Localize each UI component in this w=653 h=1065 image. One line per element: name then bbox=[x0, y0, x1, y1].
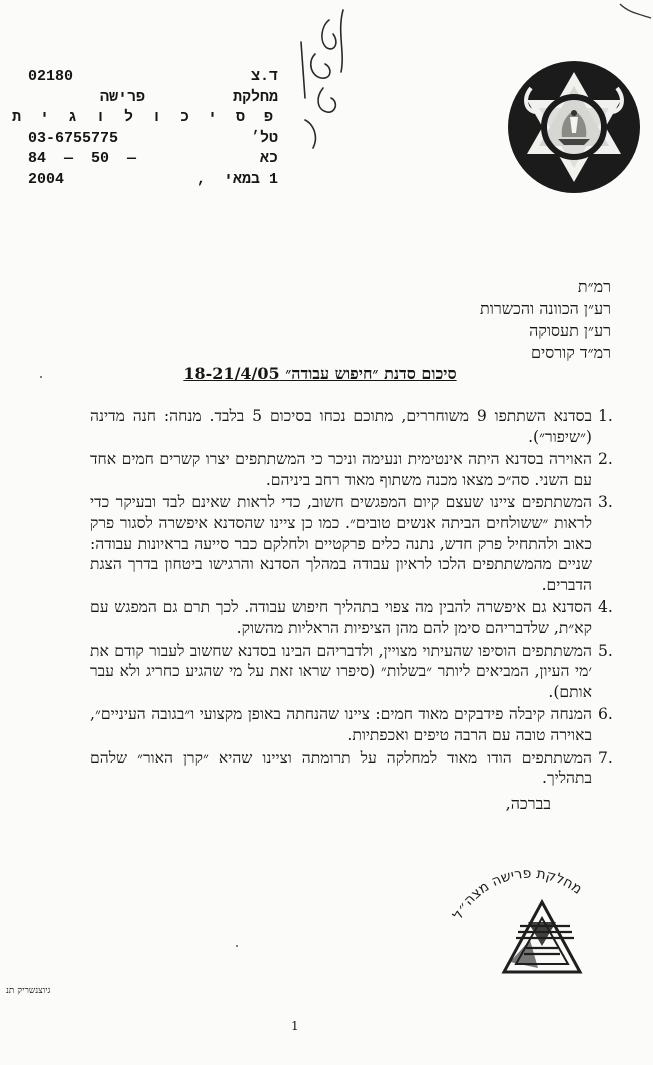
item-text: המשתתפים הוסיפו שהעיתוי מצויין, ולדבריהם הבינו בסדנא שחשוב לעבור קודם את ׳מי העיון, המביאים ליותר ״בשלות״ (סיפרו שראו זאת על מי שהגיע כחריג ולא עבר אותם). bbox=[90, 641, 592, 701]
addressee-2: רע״ן הכוונה והכשרות bbox=[479, 299, 611, 318]
item-text: האוירה בסדנא היתה אינטימית ונעימה וניכר כי המשתתפים יצרו קשרים חמים אחד עם השני. סה״כ מצאו מכנה משתוף מאוד רחב ביניהם. bbox=[90, 450, 592, 489]
item-number: 5. bbox=[598, 641, 613, 660]
phone-number: 03-6755775 bbox=[28, 129, 119, 147]
emblem-logo bbox=[505, 58, 643, 196]
po-box-label: ד.צ bbox=[250, 68, 278, 85]
letter-header bbox=[11, 68, 278, 191]
scan-speck bbox=[40, 376, 42, 378]
reference-number: 84 — 50 — bbox=[28, 150, 137, 167]
handwritten-signature bbox=[285, 2, 375, 152]
list-item bbox=[90, 597, 613, 638]
item-number: 7. bbox=[598, 748, 613, 767]
item-text: הסדנא גם איפשרה להבין מה צפוי בתהליך חיפוש עבודה. לכך תרם גם המפגש עם קא״ת, שלדבריהם סימן להם מהן הציפיות הראליות מהשוק. bbox=[90, 598, 592, 637]
psychology-label: פ ס י כ ו ל ו ג י ת bbox=[11, 109, 278, 126]
letter-body bbox=[90, 400, 613, 789]
stamp-text: מחלקת פרישה מצה״ל bbox=[449, 865, 585, 923]
item-number: 2. bbox=[598, 450, 613, 469]
addressee-3: רע״ן תעסוקה bbox=[529, 321, 611, 340]
letter-year: 2004 bbox=[28, 170, 65, 188]
list-item bbox=[90, 704, 613, 745]
list-item bbox=[90, 748, 613, 789]
addressee-1: רמ״ת bbox=[577, 277, 611, 296]
subject-line: סיכום סדנת ״חיפוש עבודה״ 18-21/4/05 bbox=[183, 364, 457, 383]
item-text: המשתתפים הודו מאוד למחלקה על תרומתה וציינו שהיא ״קרן האור״ שלהם בתהליך. bbox=[90, 748, 592, 788]
svg-text:מחלקת פרישה מצה״ל bbox=[450, 866, 585, 923]
phone-label: טל׳ bbox=[250, 129, 278, 147]
page-number: 1 bbox=[291, 1019, 299, 1033]
addressee-4: רמ״ד קורסים bbox=[531, 343, 611, 362]
department-label: מחלקת bbox=[232, 88, 278, 106]
corner-mark bbox=[618, 0, 653, 22]
item-number: 6. bbox=[598, 705, 613, 724]
item-text: המנחה קיבלה פידבקים מאוד חמים: ציינו שהנחתה באופן מקצועי ו״בגובה העיניים״, באוירה טובה עם הרבה טיפים ואכפתיות. bbox=[90, 705, 592, 744]
list-item bbox=[90, 492, 613, 595]
letter-date: 1 במאי , bbox=[196, 170, 278, 188]
item-text: בסדנא השתתפו 9 משוחררים, מתוכם נכחו בסיכום 5 בלבד. מנחה: חנה מדינה (״שיפור״). bbox=[90, 407, 592, 446]
list-item bbox=[90, 641, 613, 703]
department-name: פרישה bbox=[100, 88, 146, 106]
po-box-number: 02180 bbox=[28, 68, 74, 85]
item-text: המשתתפים ציינו שעצם קיום המפגשים חשוב, כדי לראות שאינם לבד ובעיקר כדי לראות ״ששולחים הביתה אנשים טובים״. כמו כן ציינו שהסדנא איפשרה לסגור פרק כאוב ולהתחיל פרק חדש, נתנה כלים פרקטיים ולחלקם כבר סייעה בראיונות עבודה: שניים מהמשתתפים הלכו לראיון עבודה במהלך הסדנא והרגישו ביטחון בדרך הצגת הדברים. bbox=[90, 493, 592, 594]
reference-label: כא bbox=[259, 150, 278, 167]
list-item bbox=[90, 406, 613, 447]
closing-greeting: בברכה, bbox=[505, 794, 551, 813]
addressee-block bbox=[480, 276, 611, 364]
item-number: 4. bbox=[598, 598, 613, 617]
footer-note: גיוצנשריק תנ bbox=[6, 986, 51, 996]
department-stamp bbox=[440, 858, 610, 978]
list-item bbox=[90, 449, 613, 490]
item-number: 1. bbox=[598, 407, 613, 425]
item-number: 3. bbox=[598, 493, 613, 512]
scan-speck bbox=[236, 945, 238, 947]
